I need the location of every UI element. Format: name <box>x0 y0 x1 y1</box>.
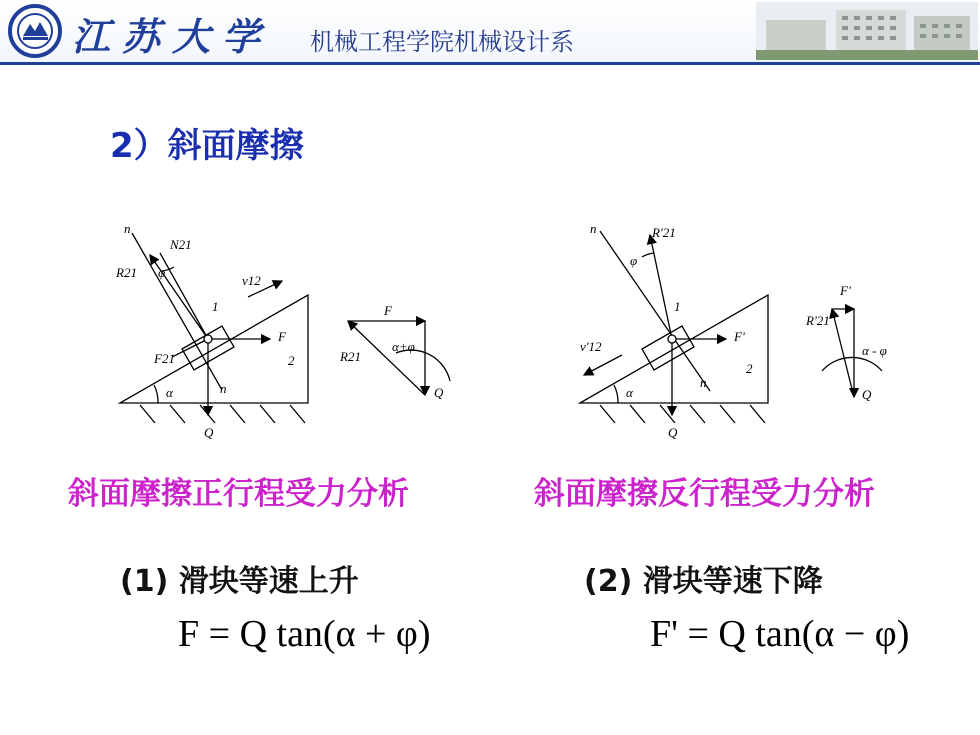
department-name: 机械工程学院机械设计系 <box>310 28 574 56</box>
r-triangle-label-alpha-minus-phi: α - φ <box>862 343 887 358</box>
case-down-label: (2) 滑块等速下降 <box>584 564 823 599</box>
label-alpha: α <box>166 385 173 400</box>
label-n-top: n <box>124 221 131 236</box>
r-triangle-label-fp: F' <box>840 283 851 298</box>
slide-title: 2）斜面摩擦 <box>110 126 304 166</box>
campus-building-image <box>756 2 978 60</box>
r-triangle-label-q: Q <box>862 387 872 402</box>
triangle-label-r21: R21 <box>340 349 361 364</box>
reverse-stroke-diagram <box>560 215 920 445</box>
reverse-stroke-caption: 斜面摩擦反行程受力分析 <box>534 476 875 512</box>
forward-stroke-diagram <box>100 215 480 445</box>
formula-reverse: F' = Q tan(α − φ) <box>650 613 910 655</box>
header-divider <box>0 62 980 65</box>
label-v12: v12 <box>242 273 261 288</box>
formula-forward: F = Q tan(α + φ) <box>178 613 431 655</box>
r-label-r21p: R'21 <box>652 225 676 240</box>
r-label-n-bottom: n <box>700 375 707 390</box>
label-incline-2: 2 <box>288 353 295 368</box>
triangle-label-alpha-plus-phi: α+φ <box>392 339 415 354</box>
r-label-v12p: v'12 <box>580 339 602 354</box>
label-n21: N21 <box>170 237 192 252</box>
triangle-label-f: F <box>384 303 392 318</box>
university-logo-icon <box>6 4 64 58</box>
label-r21: R21 <box>116 265 137 280</box>
r-label-block-1: 1 <box>674 299 681 314</box>
r-label-q: Q <box>668 425 678 440</box>
label-f: F <box>278 329 286 344</box>
r-triangle-label-r21p: R'21 <box>806 313 830 328</box>
r-label-alpha: α <box>626 385 633 400</box>
university-name: 江苏大学 <box>72 14 273 59</box>
label-block-1: 1 <box>212 299 219 314</box>
forward-stroke-caption: 斜面摩擦正行程受力分析 <box>68 476 409 512</box>
r-label-phi: φ <box>630 253 638 268</box>
label-phi: φ <box>158 265 166 280</box>
label-q: Q <box>204 425 214 440</box>
triangle-label-q: Q <box>434 385 444 400</box>
r-label-incline-2: 2 <box>746 361 753 376</box>
r-label-n-top: n <box>590 221 597 236</box>
label-n-bottom: n <box>220 381 227 396</box>
r-label-fp: F' <box>734 329 745 344</box>
label-f21: F21 <box>154 351 175 366</box>
case-up-label: (1) 滑块等速上升 <box>120 564 359 599</box>
